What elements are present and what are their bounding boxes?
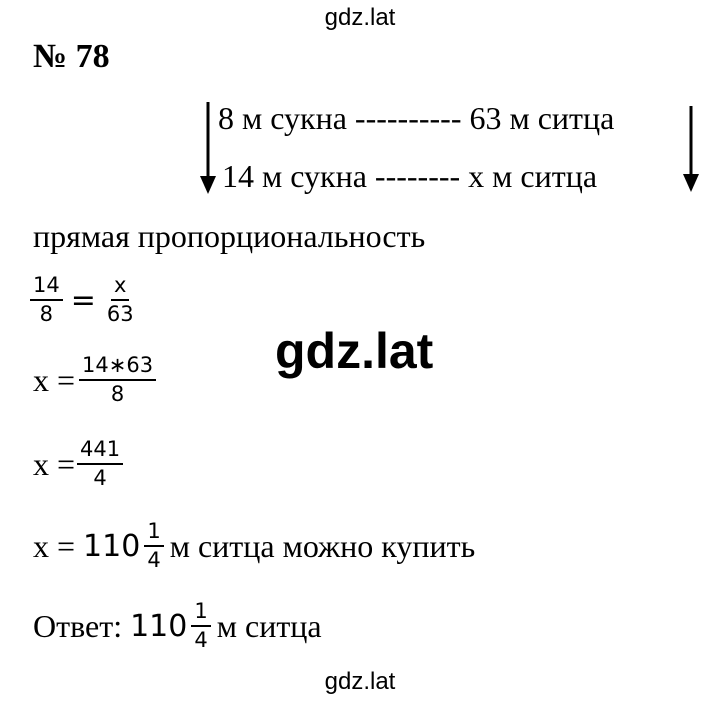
fraction-denominator: 4 (147, 548, 161, 573)
equation-lhs: х = (33, 527, 76, 564)
equation-2 (33, 354, 156, 406)
equation-4 (33, 520, 475, 572)
watermark-center: gdz.lat (275, 323, 434, 379)
fraction-right (104, 274, 137, 326)
fraction-denominator: 4 (93, 466, 107, 491)
answer-tail: м ситца (216, 607, 322, 644)
fraction-left (30, 274, 63, 326)
equation-tail: м ситца можно купить (169, 527, 476, 564)
answer-line (33, 600, 322, 652)
fraction (79, 354, 156, 406)
equals-sign: = (70, 282, 96, 318)
arrow-left-down-icon (196, 100, 220, 196)
fraction-numerator: 1 (191, 600, 210, 627)
fraction-denominator: 8 (110, 382, 125, 407)
fraction-numerator: x (111, 274, 129, 301)
watermark-bottom: gdz.lat (324, 668, 396, 695)
fraction-numerator: 441 (77, 438, 123, 465)
arrow-right-down-icon (679, 104, 703, 196)
proportion-row-1: 8 м сукна ---------- 63 м ситца (218, 100, 615, 136)
fraction (77, 438, 123, 490)
fraction (144, 520, 163, 572)
mixed-whole: 110 (130, 608, 188, 644)
equation-lhs: х = (33, 361, 76, 398)
fraction-denominator: 8 (39, 302, 54, 327)
problem-number: № 78 (33, 38, 110, 75)
fraction-denominator: 63 (106, 302, 134, 327)
fraction-numerator: 14 (30, 274, 63, 301)
relation-text: прямая пропорциональность (33, 218, 426, 254)
equation-lhs: х = (33, 445, 76, 482)
fraction-numerator: 14∗63 (79, 354, 156, 381)
equation-3 (33, 438, 123, 490)
answer-label: Ответ: (33, 607, 123, 644)
fraction-numerator: 1 (144, 520, 163, 547)
mixed-whole: 110 (83, 528, 141, 564)
equation-1 (30, 274, 137, 326)
fraction-denominator: 4 (194, 628, 208, 653)
watermark-top: gdz.lat (324, 4, 396, 31)
fraction (191, 600, 210, 652)
proportion-row-2: 14 м сукна -------- х м ситца (222, 158, 598, 194)
